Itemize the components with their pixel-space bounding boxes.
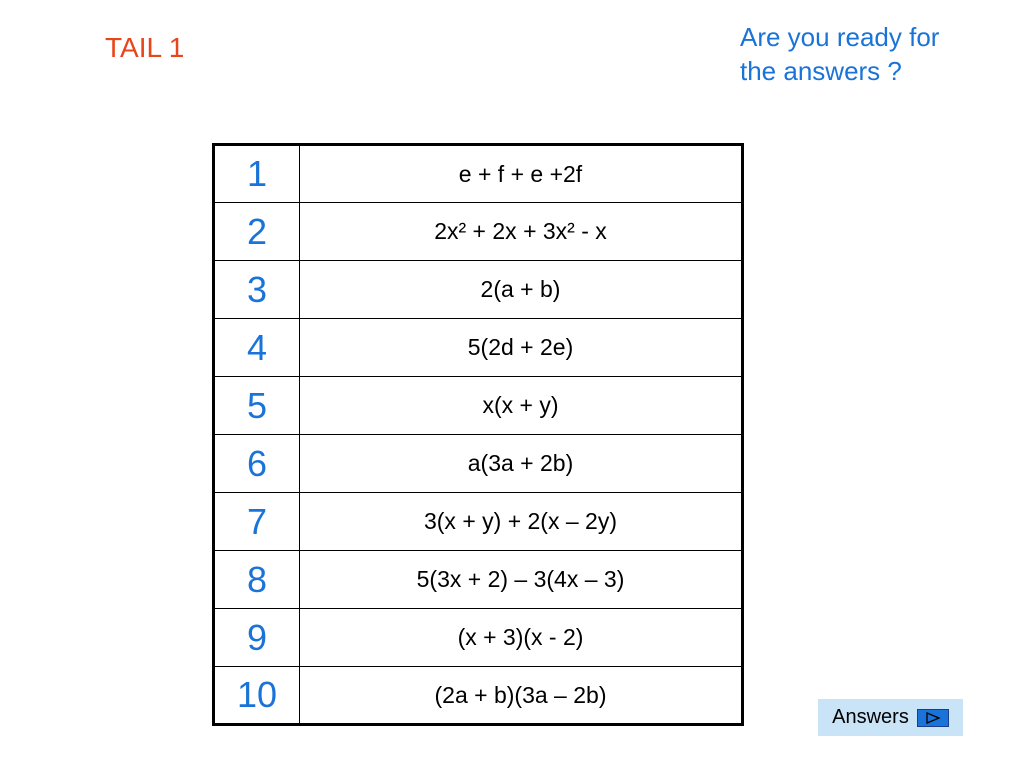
- prompt-line: Are you ready for: [740, 22, 940, 52]
- question-number: 3: [214, 261, 300, 319]
- prompt-line: the answers ?: [740, 56, 902, 86]
- question-expression: 5(3x + 2) – 3(4x – 3): [300, 551, 743, 609]
- slide-title: TAIL 1: [105, 32, 185, 63]
- question-number: 5: [214, 377, 300, 435]
- question-number: 10: [214, 667, 300, 725]
- question-number: 4: [214, 319, 300, 377]
- question-expression: x(x + y): [300, 377, 743, 435]
- questions-table: [212, 143, 744, 726]
- question-expression: 3(x + y) + 2(x – 2y): [300, 493, 743, 551]
- question-number: 2: [214, 203, 300, 261]
- question-number: 9: [214, 609, 300, 667]
- table-row: [214, 609, 743, 667]
- question-number: 7: [214, 493, 300, 551]
- question-number: 6: [214, 435, 300, 493]
- question-expression: 2x² + 2x + 3x² - x: [300, 203, 743, 261]
- question-expression: (2a + b)(3a – 2b): [300, 667, 743, 725]
- answers-button-label: Answers: [832, 706, 909, 728]
- question-expression: a(3a + 2b): [300, 435, 743, 493]
- answers-prompt: [740, 20, 1000, 88]
- table-row: [214, 551, 743, 609]
- table-row: [214, 261, 743, 319]
- table-row: [214, 667, 743, 725]
- question-expression: (x + 3)(x - 2): [300, 609, 743, 667]
- table-row: [214, 493, 743, 551]
- play-icon: [917, 709, 949, 727]
- question-expression: e + f + e +2f: [300, 145, 743, 203]
- question-expression: 5(2d + 2e): [300, 319, 743, 377]
- answers-button[interactable]: [818, 699, 963, 736]
- table-row: [214, 145, 743, 203]
- table-row: [214, 203, 743, 261]
- table-row: [214, 435, 743, 493]
- question-number: 8: [214, 551, 300, 609]
- question-expression: 2(a + b): [300, 261, 743, 319]
- table-row: [214, 319, 743, 377]
- table-row: [214, 377, 743, 435]
- question-number: 1: [214, 145, 300, 203]
